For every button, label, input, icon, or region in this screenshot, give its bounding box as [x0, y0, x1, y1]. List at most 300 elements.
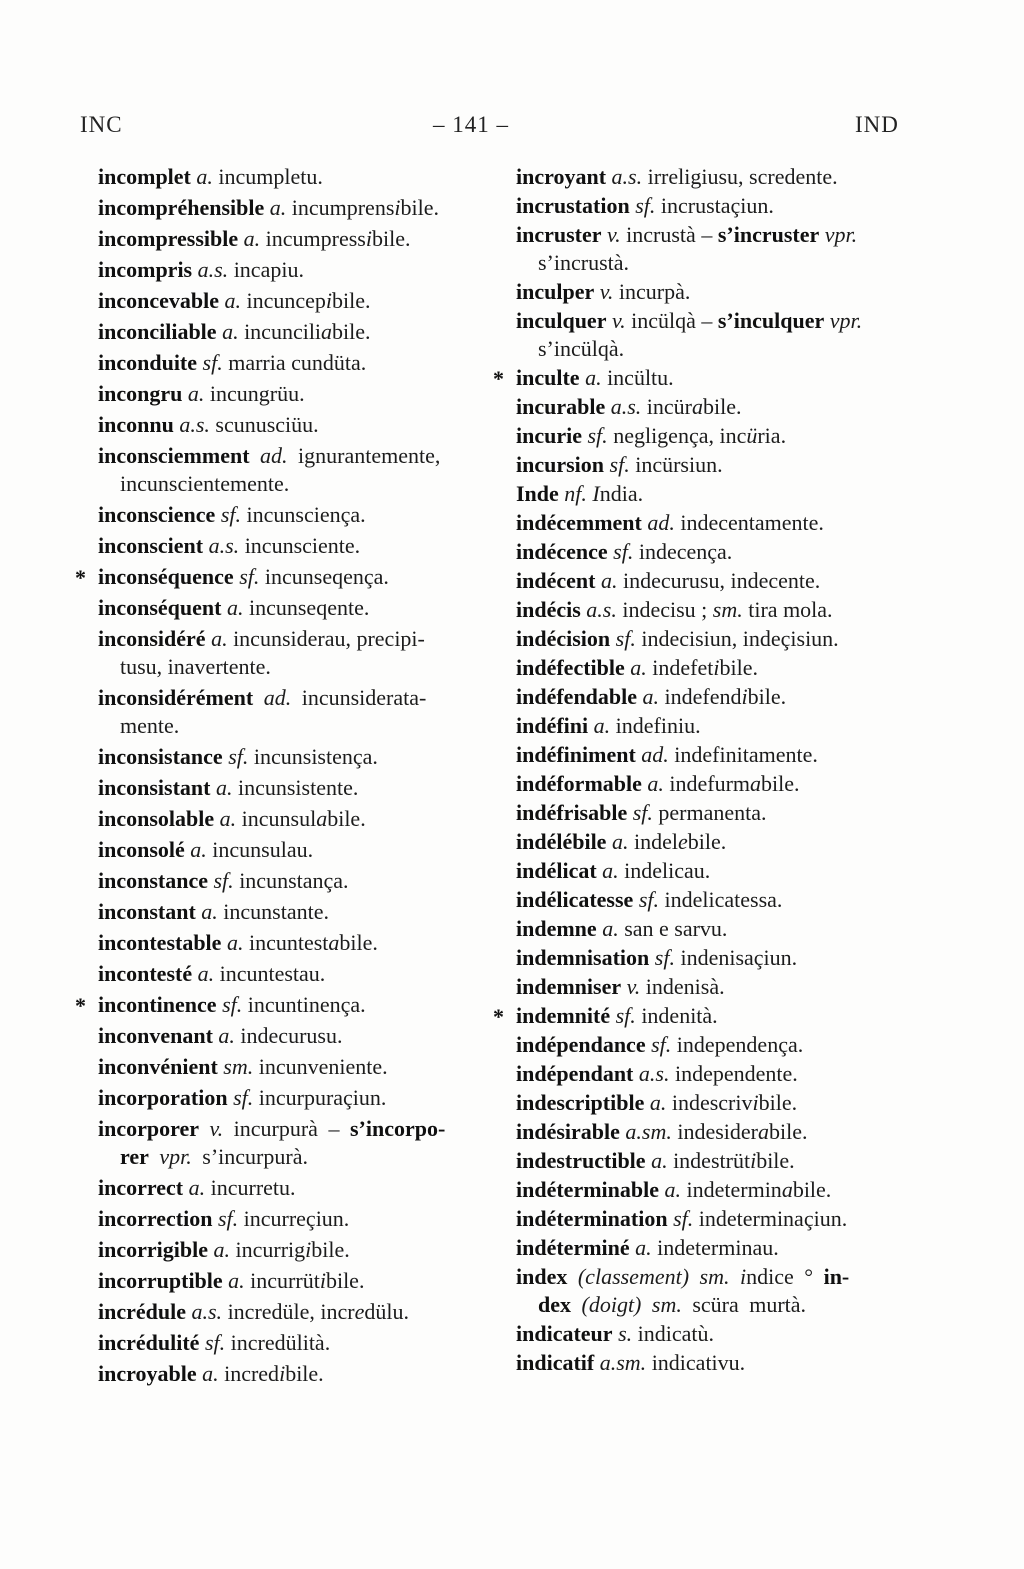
headword: indéformable [516, 771, 642, 796]
asterisk-marker: * [75, 993, 86, 1018]
translation-text: incurrig [229, 1237, 306, 1262]
dictionary-entry [98, 1236, 510, 1264]
headword: incrédule [98, 1299, 186, 1324]
translation-text: incurreçiun. [238, 1206, 350, 1231]
dictionary-entry [516, 799, 940, 827]
page-header [0, 112, 1024, 146]
asterisk-marker: * [493, 366, 504, 391]
pos-abbreviation: ad. [641, 510, 675, 535]
dictionary-entry [516, 741, 940, 769]
headword: incorporer [98, 1116, 200, 1141]
pos-abbreviation: i [279, 1361, 286, 1386]
pos-abbreviation: i [365, 226, 372, 251]
pos-abbreviation: v. [601, 222, 621, 247]
translation-text: incunsiderau, precipi- [227, 626, 425, 651]
translation-text: incunveniente. [253, 1054, 388, 1079]
translation-text: indenità. [635, 1003, 718, 1028]
translation-text: indecença. [633, 539, 733, 564]
headword: dex [538, 1292, 571, 1317]
headword: incrédulité [98, 1330, 200, 1355]
translation-text: incunstante. [217, 899, 329, 924]
page-number: – 141 – [433, 112, 509, 137]
pos-abbreviation: a [321, 319, 333, 344]
headword: inconciliable [98, 319, 217, 344]
dictionary-entry [516, 944, 940, 972]
headword: incroyable [98, 1361, 197, 1386]
dictionary-entry [516, 712, 940, 740]
pos-abbreviation: sf. [199, 1330, 226, 1355]
translation-text: incurpuraçiun. [253, 1085, 387, 1110]
dictionary-entry [98, 163, 510, 191]
pos-abbreviation: sf. [607, 539, 634, 564]
headword: indescriptible [516, 1090, 645, 1115]
translation-text: incunseqente. [243, 595, 370, 620]
headword: incruster [516, 222, 602, 247]
translation-text: ignurantemente, [287, 443, 441, 468]
pos-abbreviation: ad. [635, 742, 669, 767]
dictionary-entry [516, 828, 940, 856]
translation-text: bile. [339, 930, 378, 955]
headword: indéterminé [516, 1235, 630, 1260]
dictionary-entry [98, 349, 510, 377]
headword: incomplet [98, 164, 191, 189]
dictionary-entry [516, 278, 940, 306]
dictionary-entry [516, 538, 940, 566]
translation-text: indecurusu, indecente. [617, 568, 821, 593]
headword: indicateur [516, 1321, 613, 1346]
headword: incompris [98, 257, 193, 282]
headword: incorrection [98, 1206, 213, 1231]
pos-abbreviation: a. [645, 1148, 668, 1173]
translation-text: bile. [703, 394, 742, 419]
header-guide-word-left: INC [80, 112, 123, 137]
pos-abbreviation: v. [606, 308, 626, 333]
pos-abbreviation: sf. [629, 193, 656, 218]
translation-text: incuntestau. [214, 961, 326, 986]
translation-text: incunsciença. [241, 502, 366, 527]
dictionary-entry [98, 625, 510, 681]
pos-abbreviation: sf. [610, 626, 636, 651]
dictionary-entry [493, 1002, 940, 1030]
dictionary-entry [98, 501, 510, 529]
headword: inconsidérément [98, 685, 254, 710]
headword: indécent [516, 568, 596, 593]
dictionary-entry [516, 683, 940, 711]
pos-abbreviation: a. [207, 1237, 230, 1262]
translation-text: indetermin [681, 1177, 782, 1202]
headword: inconséquence [98, 564, 234, 589]
asterisk-marker: * [493, 1004, 504, 1029]
pos-abbreviation: i [740, 1264, 747, 1289]
pos-abbreviation: ad. [249, 443, 288, 468]
dictionary-entry [98, 532, 510, 560]
pos-abbreviation: a.s. [186, 1299, 223, 1324]
headword: inculquer [516, 308, 607, 333]
pos-abbreviation: a. [221, 930, 244, 955]
pos-abbreviation: a [692, 394, 703, 419]
pos-abbreviation: a.s. [633, 1061, 670, 1086]
translation-text: incredülità. [225, 1330, 331, 1355]
pos-abbreviation: a [316, 806, 328, 831]
pos-abbreviation: a.s. [203, 533, 240, 558]
pos-abbreviation: a. [579, 365, 602, 390]
pos-abbreviation: v. [594, 279, 614, 304]
headword: indélicat [516, 858, 597, 883]
header-guide-word-right: IND [855, 112, 899, 137]
translation-text: incültu. [601, 365, 674, 390]
translation-text: s’incurpurà. [191, 1144, 308, 1169]
pos-abbreviation: e [354, 1299, 365, 1324]
translation-text: indefinitamente. [668, 742, 818, 767]
dictionary-entry [516, 1349, 940, 1377]
pos-abbreviation: a. [195, 899, 218, 924]
dictionary-entry [98, 1174, 510, 1202]
pos-abbreviation: i [713, 655, 720, 680]
pos-abbreviation: sf. [633, 887, 660, 912]
dictionary-entry [98, 1205, 510, 1233]
dictionary-entry [98, 1267, 510, 1295]
dictionary-entry [516, 886, 940, 914]
headword: indélicatesse [516, 887, 634, 912]
dictionary-entry [516, 221, 940, 277]
headword: rer [120, 1144, 149, 1169]
pos-abbreviation: a [328, 930, 340, 955]
pos-abbreviation: i [741, 684, 748, 709]
dictionary-entry [516, 1060, 940, 1088]
pos-abbreviation: sf. [197, 350, 223, 375]
translation-text: bile. [719, 655, 758, 680]
headword: incurie [516, 423, 582, 448]
pos-abbreviation: sf. [227, 1085, 254, 1110]
dictionary-entry [516, 915, 940, 943]
translation-text: incuntest [243, 930, 329, 955]
translation-text: independença. [671, 1032, 804, 1057]
dictionary-entry [98, 411, 510, 439]
pos-abbreviation: a. [184, 837, 207, 862]
headword: indésirable [516, 1119, 620, 1144]
headword: incurable [516, 394, 606, 419]
translation-text: s’incülqà. [538, 336, 625, 361]
headword: indélébile [516, 829, 607, 854]
translation-text: negligença, inc [607, 423, 747, 448]
pos-abbreviation: sf. [582, 423, 608, 448]
headword: index [516, 1264, 568, 1289]
pos-abbreviation: a. [212, 1023, 235, 1048]
dictionary-entry [98, 960, 510, 988]
translation-text: incuntinença. [242, 992, 366, 1017]
headword: indemnisation [516, 945, 650, 970]
dictionary-entry [98, 1329, 510, 1357]
translation-text: incapiu. [228, 257, 304, 282]
headword: inconsistance [98, 744, 223, 769]
translation-text: indecurusu. [234, 1023, 343, 1048]
dictionary-entry [75, 563, 510, 591]
dictionary-entry [516, 1089, 940, 1117]
dictionary-entry [516, 1176, 940, 1204]
pos-abbreviation: a. [624, 655, 647, 680]
translation-text [567, 1264, 578, 1289]
translation-text: bile. [758, 1090, 798, 1115]
translation-text: indel [628, 829, 678, 854]
translation-text: incuncep [241, 288, 326, 313]
translation-text: incurrüt [244, 1268, 320, 1293]
pos-abbreviation: sf. [627, 800, 653, 825]
translation-text: ria. [757, 423, 787, 448]
dictionary-entry [516, 1118, 940, 1146]
dictionary-entry [98, 743, 510, 771]
translation-text: indescriv [666, 1090, 753, 1115]
translation-text: indicatù. [632, 1321, 714, 1346]
translation-text: incunsiderata- [291, 685, 427, 710]
translation-text: incülqà – [625, 308, 718, 333]
translation-text: tusu, inavertente. [120, 654, 271, 679]
translation-text: incumprens [286, 195, 395, 220]
pos-abbreviation: a. [214, 806, 237, 831]
pos-abbreviation: a.s. [606, 164, 643, 189]
pos-abbreviation: a.s. [192, 257, 229, 282]
dictionary-entry [516, 393, 940, 421]
pos-abbreviation: sf. [667, 1206, 694, 1231]
headword: indépendance [516, 1032, 646, 1057]
dictionary-entry [98, 1053, 510, 1081]
headword: inconcevable [98, 288, 219, 313]
translation-text [571, 1292, 582, 1317]
pos-abbreviation: sf. [604, 452, 630, 477]
pos-abbreviation: (doigt) sm. [581, 1292, 682, 1317]
translation-text: incürsiun. [629, 452, 723, 477]
translation-text: independente. [669, 1061, 798, 1086]
dictionary-entry [516, 596, 940, 624]
pos-abbreviation: a. [629, 1235, 652, 1260]
headword: incongru [98, 381, 183, 406]
translation-text: incunscientemente. [120, 471, 290, 496]
pos-abbreviation: vpr. [148, 1144, 192, 1169]
translation-text: incredüle, incr [222, 1299, 355, 1324]
pos-abbreviation: a. [192, 961, 215, 986]
pos-abbreviation: a. [644, 1090, 667, 1115]
translation-text: bile. [311, 1237, 350, 1262]
pos-abbreviation: a [750, 771, 762, 796]
translation-text: indicativu. [646, 1350, 746, 1375]
translation-text: ndice ° [746, 1264, 824, 1289]
pos-abbreviation: e [677, 829, 688, 854]
translation-text: indeterminau. [651, 1235, 779, 1260]
pos-abbreviation: i [752, 1090, 759, 1115]
pos-abbreviation: a. [641, 771, 664, 796]
right-column [493, 163, 940, 1378]
dictionary-entry [98, 805, 510, 833]
headword: indéfrisable [516, 800, 628, 825]
dictionary-entry [516, 509, 940, 537]
pos-abbreviation: sf. [649, 945, 675, 970]
headword: indéfini [516, 713, 589, 738]
headword: inconvenant [98, 1023, 213, 1048]
translation-text: san e sarvu. [618, 916, 728, 941]
translation-text: bile. [747, 684, 787, 709]
headword: s’incruster [717, 222, 820, 247]
headword: indestructible [516, 1148, 646, 1173]
headword: incroyant [516, 164, 607, 189]
pos-abbreviation: ü [746, 423, 758, 448]
pos-abbreviation: i [325, 288, 333, 313]
translation-text: bile. [371, 226, 411, 251]
headword: incorrigible [98, 1237, 208, 1262]
pos-abbreviation: sf. [215, 502, 242, 527]
pos-abbreviation: a.s. [173, 412, 210, 437]
translation-text: scunusciüu. [209, 412, 319, 437]
headword: inconstant [98, 899, 196, 924]
translation-text: tira mola. [742, 597, 833, 622]
headword: incontestable [98, 930, 222, 955]
asterisk-marker: * [75, 565, 86, 590]
pos-abbreviation: nf. [558, 481, 587, 506]
pos-abbreviation: v. [199, 1116, 224, 1141]
pos-abbreviation: a. [190, 164, 213, 189]
headword: inconsolé [98, 837, 185, 862]
pos-abbreviation: a. [596, 916, 619, 941]
translation-text: incurretu. [205, 1175, 296, 1200]
translation-text: mente. [120, 713, 180, 738]
headword: inculper [516, 279, 595, 304]
translation-text: incumpletu. [212, 164, 323, 189]
dictionary-entry [98, 256, 510, 284]
pos-abbreviation: sf. [216, 992, 243, 1017]
pos-abbreviation: a. [637, 684, 660, 709]
translation-text: bile. [761, 771, 800, 796]
dictionary-entry [516, 480, 940, 508]
pos-abbreviation: a [758, 1119, 770, 1144]
translation-text: incuncili [238, 319, 322, 344]
translation-text: indecentamente. [674, 510, 824, 535]
headword: indécision [516, 626, 611, 651]
translation-text: incungrüu. [204, 381, 305, 406]
translation-text: permanenta. [652, 800, 767, 825]
translation-text: incunstança. [233, 868, 349, 893]
pos-abbreviation: vpr. [824, 308, 863, 333]
headword: inculte [516, 365, 580, 390]
pos-abbreviation: sf. [233, 564, 260, 589]
headword: s’inculquer [717, 308, 825, 333]
dictionary-entry [516, 973, 940, 1001]
pos-abbreviation: vpr. [819, 222, 858, 247]
dictionary-entry [75, 991, 510, 1019]
translation-text: bile. [400, 195, 440, 220]
pos-abbreviation: a. [182, 381, 205, 406]
dictionary-entry [98, 194, 510, 222]
pos-abbreviation: i [319, 1268, 326, 1293]
dictionary-entry [98, 442, 510, 498]
translation-text: bile. [325, 1268, 365, 1293]
headword: indécence [516, 539, 608, 564]
dictionary-entry [516, 1320, 940, 1348]
headword: incursion [516, 452, 605, 477]
headword: indicatif [516, 1350, 595, 1375]
pos-abbreviation: s. [612, 1321, 633, 1346]
translation-text: indefet [646, 655, 714, 680]
headword: inconsidéré [98, 626, 206, 651]
pos-abbreviation: sm. [217, 1054, 254, 1079]
dictionary-entry [516, 1263, 940, 1319]
translation-text: incunsciente. [239, 533, 361, 558]
translation-text: bile. [332, 288, 371, 313]
pos-abbreviation: i [750, 1148, 757, 1173]
headword: incrustation [516, 193, 630, 218]
translation-text: indecisu ; [616, 597, 713, 622]
dictionary-entry [98, 1115, 510, 1171]
pos-abbreviation: a. [205, 626, 228, 651]
headword: indemniser [516, 974, 622, 999]
headword: incorruptible [98, 1268, 223, 1293]
pos-abbreviation: i [305, 1237, 312, 1262]
headword: indemne [516, 916, 597, 941]
headword: indépendant [516, 1061, 634, 1086]
translation-text: incred [218, 1361, 280, 1386]
pos-abbreviation: a. [196, 1361, 219, 1386]
translation-text: ndia. [599, 481, 644, 506]
translation-text [730, 1264, 741, 1289]
dictionary-entry [516, 163, 940, 191]
pos-abbreviation: a. [588, 713, 611, 738]
pos-abbreviation: I [592, 481, 600, 506]
headword: indéfiniment [516, 742, 636, 767]
dictionary-entry [493, 364, 940, 392]
dictionary-entry [98, 1022, 510, 1050]
dictionary-entry [516, 1147, 940, 1175]
pos-abbreviation: sf. [222, 744, 249, 769]
translation-text: indestrüt [667, 1148, 751, 1173]
pos-abbreviation: a. [606, 829, 629, 854]
headword: indéterminable [516, 1177, 659, 1202]
translation-text: indefend [659, 684, 742, 709]
translation-text: indesider [671, 1119, 759, 1144]
headword: inconséquent [98, 595, 222, 620]
translation-text: incumpress [260, 226, 366, 251]
headword: Inde [516, 481, 559, 506]
pos-abbreviation: a. [595, 568, 618, 593]
dictionary-entry [516, 1031, 940, 1059]
headword: inconvénient [98, 1054, 218, 1079]
translation-text: bile. [756, 1148, 795, 1173]
pos-abbreviation: a. [222, 1268, 245, 1293]
translation-text: indeterminaçiun. [693, 1206, 848, 1231]
headword: incorporation [98, 1085, 228, 1110]
headword: incontesté [98, 961, 193, 986]
headword: incorrect [98, 1175, 184, 1200]
pos-abbreviation: a. [219, 288, 241, 313]
dictionary-entry [98, 774, 510, 802]
translation-text: incür [641, 394, 692, 419]
headword: inconscient [98, 533, 204, 558]
dictionary-entry [516, 625, 940, 653]
dictionary-entry [98, 318, 510, 346]
headword: inconsciemment [98, 443, 250, 468]
dictionary-entry [516, 770, 940, 798]
translation-text: bile. [769, 1119, 808, 1144]
dictionary-entry [98, 898, 510, 926]
translation-text: marria cundüta. [222, 350, 367, 375]
pos-abbreviation: a. [216, 319, 239, 344]
translation-text: indecisiun, indeçisiun. [635, 626, 839, 651]
pos-abbreviation: v. [621, 974, 641, 999]
headword: indéfectible [516, 655, 625, 680]
pos-abbreviation: a.sm. [619, 1119, 672, 1144]
pos-abbreviation: a. [183, 1175, 206, 1200]
pos-abbreviation: a. [264, 195, 287, 220]
pos-abbreviation: a.s. [580, 597, 617, 622]
dictionary-entry [98, 867, 510, 895]
headword: indéfendable [516, 684, 638, 709]
translation-text: bile. [687, 829, 727, 854]
